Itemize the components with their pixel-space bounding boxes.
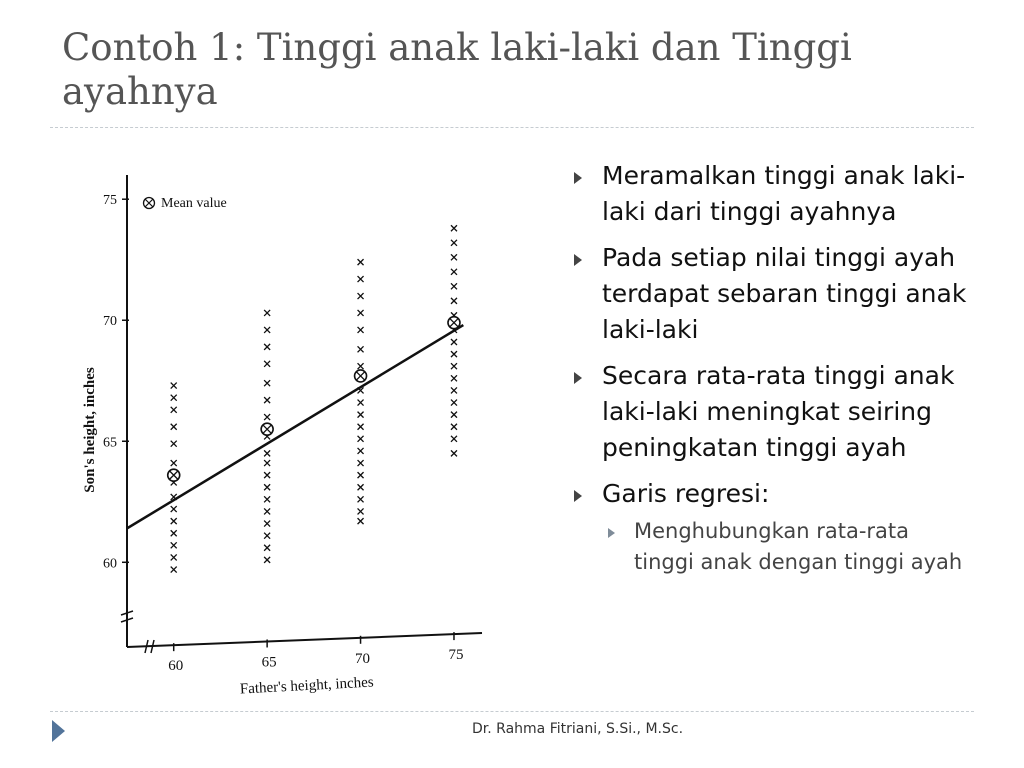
data-point <box>451 351 457 357</box>
data-point <box>358 472 364 478</box>
data-point <box>358 496 364 502</box>
data-point <box>358 327 364 333</box>
data-point <box>264 327 270 333</box>
data-point <box>171 542 177 548</box>
data-point <box>171 506 177 512</box>
data-point <box>451 412 457 418</box>
data-point <box>451 424 457 430</box>
x-tick-label: 70 <box>355 650 371 667</box>
x-tick-label: 75 <box>448 647 464 664</box>
data-point <box>264 397 270 403</box>
bullet-item <box>572 158 967 230</box>
bullet-text: Meramalkan tinggi anak laki-laki dari tinggi ayahnya <box>602 161 966 226</box>
data-point <box>451 283 457 289</box>
data-point <box>451 363 457 369</box>
slide-title: Contoh 1: Tinggi anak laki-laki dan Tinggi ayahnya <box>62 26 852 113</box>
data-point <box>451 225 457 231</box>
data-point <box>358 276 364 282</box>
data-point <box>264 508 270 514</box>
data-point <box>171 407 177 413</box>
data-point <box>264 460 270 466</box>
chart-labels <box>82 193 463 697</box>
bullet-item <box>572 476 967 512</box>
data-point <box>264 557 270 563</box>
bullet-text: Menghubungkan rata-rata tinggi anak dengan tinggi ayah <box>634 519 963 574</box>
bullet-item <box>572 240 967 348</box>
data-point <box>264 344 270 350</box>
sub-bullet-item <box>572 516 967 578</box>
scatter-chart <box>72 165 492 705</box>
x-tick-label: 65 <box>261 654 277 671</box>
data-point <box>451 254 457 260</box>
x-axis <box>127 633 482 647</box>
y-axis-label: Son's height, inches <box>82 367 98 493</box>
data-point <box>358 363 364 369</box>
data-point <box>358 310 364 316</box>
bullet-triangle-icon <box>574 372 582 384</box>
data-point <box>451 339 457 345</box>
data-point <box>171 383 177 389</box>
title-divider <box>50 127 974 128</box>
y-tick-label: 60 <box>103 556 117 572</box>
data-point <box>171 460 177 466</box>
footer-author: Dr. Rahma Fitriani, S.Si., M.Sc. <box>472 721 684 737</box>
bullet-triangle-icon <box>574 490 582 502</box>
data-point <box>451 240 457 246</box>
data-point <box>358 259 364 265</box>
chart-axes <box>121 175 482 653</box>
legend-label: Mean value <box>161 196 227 211</box>
y-tick-label: 70 <box>103 314 117 330</box>
data-point <box>358 448 364 454</box>
data-point <box>264 450 270 456</box>
chart-marks <box>127 225 463 572</box>
data-point <box>264 414 270 420</box>
bullet-item <box>572 358 967 466</box>
data-point <box>358 484 364 490</box>
data-point <box>171 395 177 401</box>
regression-line <box>127 325 463 528</box>
data-point <box>171 530 177 536</box>
data-point <box>264 380 270 386</box>
data-point <box>358 508 364 514</box>
data-point <box>264 533 270 539</box>
data-point <box>451 400 457 406</box>
data-point <box>358 460 364 466</box>
data-point <box>358 346 364 352</box>
bullet-text: Pada setiap nilai tinggi ayah terdapat sebaran tinggi anak laki-laki <box>602 243 967 344</box>
x-tick-label: 60 <box>168 658 184 675</box>
data-point <box>358 400 364 406</box>
bullet-text: Secara rata-rata tinggi anak laki-laki meningkat seiring peningkatan tinggi ayah <box>602 361 955 462</box>
x-axis-label: Father's height, inches <box>239 674 375 698</box>
data-point <box>264 484 270 490</box>
data-point <box>358 518 364 524</box>
bullet-triangle-icon <box>608 528 615 538</box>
bullet-text: Garis regresi: <box>602 479 770 508</box>
y-tick-label: 75 <box>103 193 117 209</box>
data-point <box>171 424 177 430</box>
data-point <box>264 472 270 478</box>
data-point <box>451 375 457 381</box>
bullet-triangle-icon <box>574 172 582 184</box>
y-tick-label: 65 <box>103 435 117 451</box>
bullet-triangle-icon <box>574 254 582 266</box>
nav-arrow-icon[interactable] <box>52 720 65 742</box>
data-point <box>264 496 270 502</box>
data-point <box>358 424 364 430</box>
data-point <box>264 310 270 316</box>
data-point <box>264 521 270 527</box>
data-point <box>358 436 364 442</box>
data-point <box>171 567 177 573</box>
data-point <box>171 554 177 560</box>
data-point <box>451 298 457 304</box>
data-point <box>264 361 270 367</box>
data-point <box>358 293 364 299</box>
data-point <box>451 436 457 442</box>
data-point <box>358 412 364 418</box>
footer-divider <box>50 711 974 712</box>
data-point <box>451 450 457 456</box>
data-point <box>171 441 177 447</box>
data-point <box>451 387 457 393</box>
bullet-list <box>572 158 967 588</box>
data-point <box>264 545 270 551</box>
data-point <box>171 518 177 524</box>
data-point <box>451 269 457 275</box>
legend-cross-icon <box>145 199 153 207</box>
